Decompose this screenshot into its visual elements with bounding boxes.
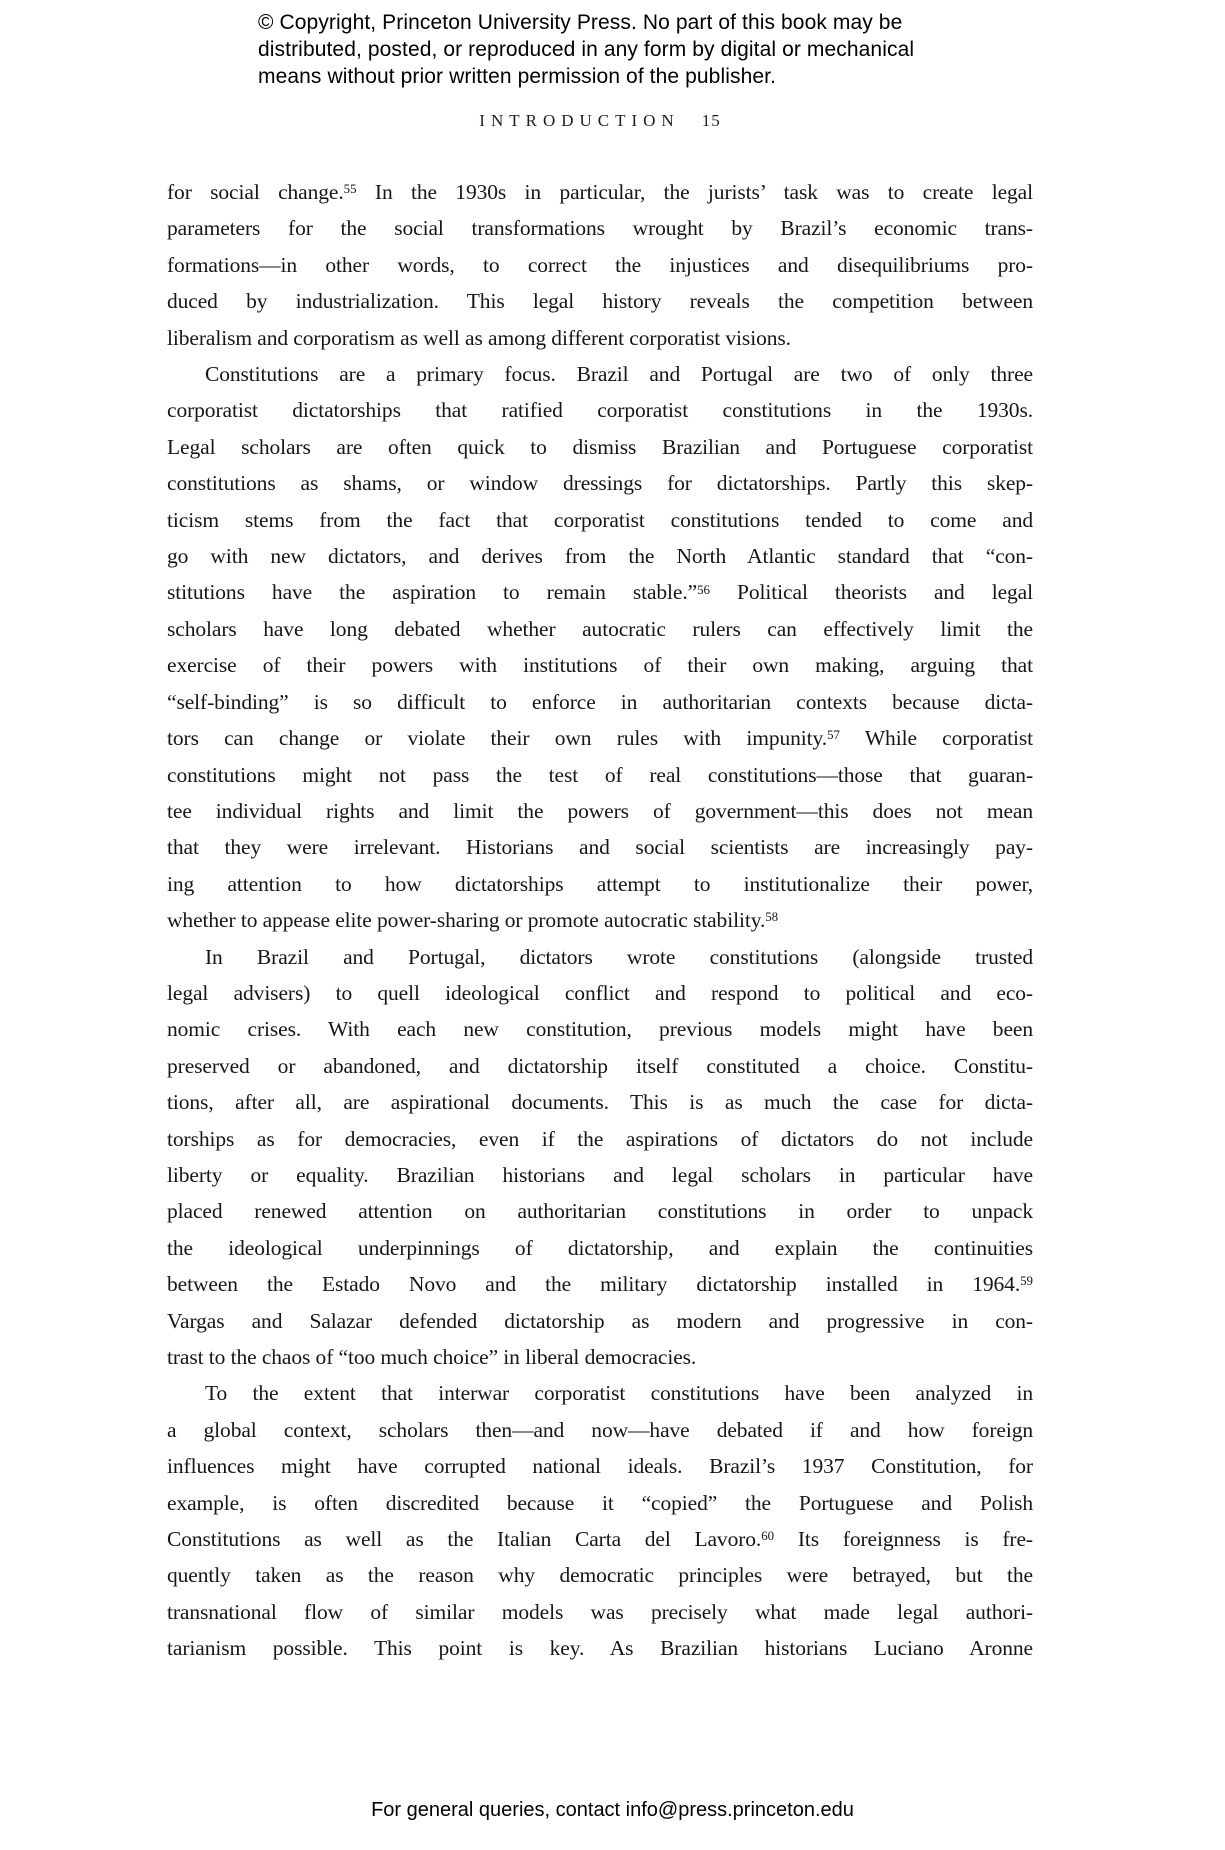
body-text (167, 174, 1033, 1667)
footnote-ref: 60 (761, 1529, 775, 1544)
text-line: scholars have long debated whether autocratic rulers can effectively limit the (167, 616, 1033, 641)
text-line: for social change.$^{55}$ In the 1930s in particular, the jurists’ task was to create legal (167, 180, 1034, 204)
copyright-line: means without prior written permission of the publisher. (258, 65, 777, 88)
running-head (167, 111, 1033, 131)
text-line: tions, after all, are aspirational documents. This is as much the case for dicta- (167, 1090, 1033, 1115)
text-line: Vargas and Salazar defended dictatorship as modern and progressive in con- (167, 1308, 1033, 1333)
text-line: parameters for the social transformations wrought by Brazil’s economic trans- (167, 216, 1033, 241)
text-line: a global context, scholars then—and now—have debated if and how foreign (167, 1417, 1033, 1442)
text-line: tee individual rights and limit the powers of government—this does not mean (167, 798, 1033, 823)
text-line: preserved or abandoned, and dictatorship itself constituted a choice. Constitu- (167, 1053, 1033, 1078)
text-line: example, is often discredited because it “copied” the Portuguese and Polish (167, 1490, 1033, 1515)
text-line: quently taken as the reason why democratic principles were betrayed, but the (167, 1563, 1033, 1588)
text-line: nomic crises. With each new constitution, previous models might have been (167, 1017, 1033, 1042)
text-line: exercise of their powers with institutions of their own making, arguing that (167, 653, 1033, 678)
text-line: ing attention to how dictatorships attempt to institutionalize their power, (167, 871, 1033, 896)
paragraph (167, 939, 1033, 1376)
footnote-ref: 59 (1020, 1274, 1033, 1289)
text-line: that they were irrelevant. Historians and social scientists are increasingly pay- (167, 835, 1033, 860)
text-line: Constitutions as well as the Italian Carta del Lavoro.$^{60}$ Its foreignness is fre- (167, 1527, 1033, 1552)
paragraph (167, 174, 1033, 356)
paragraph (167, 356, 1033, 939)
text-line: torships as for democracies, even if the aspirations of dictators do not include (167, 1126, 1033, 1151)
text-line: constitutions as shams, or window dressings for dictatorships. Partly this skep- (167, 471, 1033, 496)
text-line: legal advisers) to quell ideological conflict and respond to political and eco- (167, 980, 1033, 1005)
text-line: liberty or equality. Brazilian historians and legal scholars in particular have (167, 1162, 1033, 1187)
text-line: tarianism possible. This point is key. As Brazilian historians Luciano Aronne (167, 1636, 1033, 1661)
text-line: the ideological underpinnings of dictatorship, and explain the continuities (167, 1235, 1033, 1260)
text-line: go with new dictators, and derives from the North Atlantic standard that “con- (167, 544, 1033, 569)
text-line: stitutions have the aspiration to remain stable.”$^{56}$ Political theorists and legal (167, 580, 1034, 605)
copyright-line: distributed, posted, or reproduced in any form by digital or mechanical (258, 38, 915, 61)
chapter-title: INTRODUCTION (479, 111, 680, 130)
paragraph (167, 1375, 1033, 1666)
text-line: whether to appease elite power-sharing or promote autocratic stability.$^{58}$ (167, 908, 779, 933)
copyright-line: © Copyright, Princeton University Press. No part of this book may be (258, 11, 903, 34)
text-line: Legal scholars are often quick to dismiss Brazilian and Portuguese corporatist (167, 434, 1033, 459)
text-line: between the Estado Novo and the military dictatorship installed in 1964.59 (167, 1272, 1033, 1297)
text-line: ticism stems from the fact that corporatist constitutions tended to come and (167, 507, 1033, 532)
text-line: corporatist dictatorships that ratified corporatist constitutions in the 1930s. (167, 398, 1033, 423)
text-line: In Brazil and Portugal, dictators wrote constitutions (alongside trusted (205, 944, 1033, 969)
text-line: influences might have corrupted national ideals. Brazil’s 1937 Constitution, for (167, 1454, 1033, 1479)
footnote-ref: 57 (827, 728, 840, 743)
footnote-ref: 56 (697, 582, 710, 597)
text-line: constitutions might not pass the test of real constitutions—those that guaran- (167, 762, 1033, 787)
text-line: Constitutions are a primary focus. Brazil and Portugal are two of only three (205, 362, 1033, 387)
footnote-ref: 55 (343, 182, 357, 197)
text-line: tors can change or violate their own rules with impunity.$^{57}$ While corporatist (167, 726, 1033, 751)
text-line: duced by industrialization. This legal history reveals the competition between (167, 289, 1033, 314)
text-line: placed renewed attention on authoritarian constitutions in order to unpack (167, 1199, 1033, 1224)
copyright-notice (258, 9, 914, 90)
page-number: 15 (701, 111, 721, 130)
footnote-ref: 58 (765, 910, 779, 925)
text-line: transnational flow of similar models was precisely what made legal authori- (167, 1599, 1033, 1624)
text-line: To the extent that interwar corporatist constitutions have been analyzed in (205, 1381, 1033, 1406)
footer-contact: For general queries, contact info@press.princeton.edu (371, 1799, 854, 1821)
text-line: liberalism and corporatism as well as among different corporatist visions. (167, 325, 791, 350)
text-line: trast to the chaos of “too much choice” in liberal democracies. (167, 1345, 697, 1369)
text-line: “self-binding” is so difficult to enforce in authoritarian contexts because dicta- (167, 689, 1033, 714)
text-line: formations—in other words, to correct the injustices and disequilibriums pro- (167, 252, 1033, 277)
